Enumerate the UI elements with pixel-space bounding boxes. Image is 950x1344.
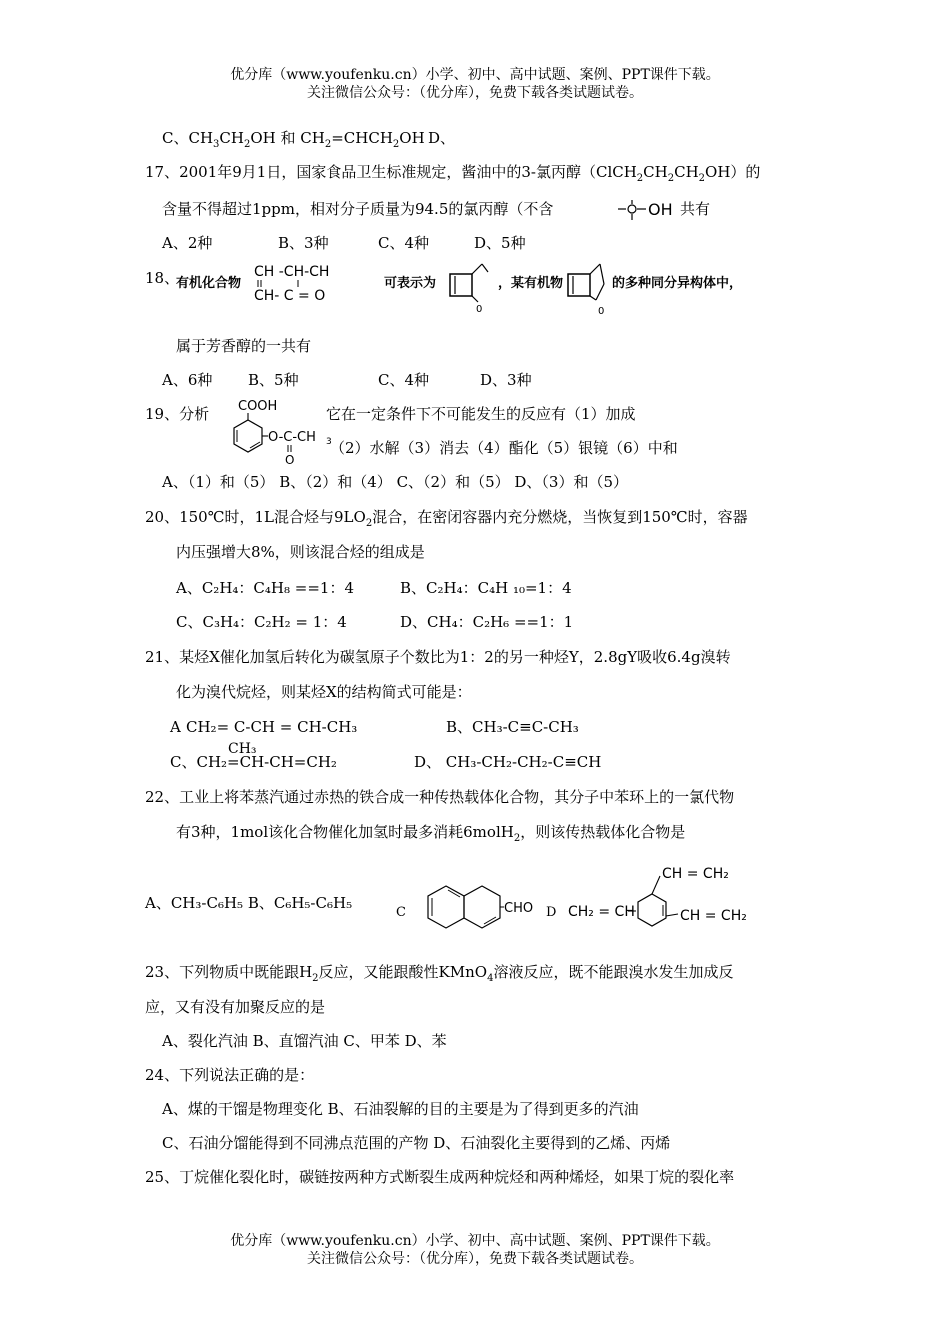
q20-option-b: B、C₂H₄：C₄H ₁₀=1：4 (400, 579, 572, 597)
svg-text:0: 0 (598, 306, 605, 317)
q22-line-1: 22、工业上将苯蒸汽通过赤热的铁合成一种传热载体化合物，其分子中苯环上的一氯代物 (145, 788, 735, 806)
q18-option-a: A、6种 (162, 371, 213, 389)
footer-line-1: 优分库（www.youfenku.cn）小学、初中、高中试题、案例、PPT课件下载。 (230, 1233, 720, 1249)
svg-text:CH -CH-CH: CH -CH-CH (254, 264, 330, 280)
q21-option-d: D、 CH₃-CH₂-CH₂-C≡CH (414, 753, 602, 771)
q23-line-2: 应，又有没有加聚反应的是 (145, 998, 326, 1016)
q21-option-a-structure: CH₂= C-CH = CH-CH₃ (186, 718, 358, 736)
q21-option-a-substituent: CH₃ (228, 741, 257, 757)
q18-ring-structure-1 (446, 258, 496, 314)
svg-text:CH = CH₂: CH = CH₂ (662, 866, 729, 882)
q18-text-3: ，某有机物 (498, 276, 564, 291)
svg-text:3: 3 (326, 437, 332, 447)
q23-line-1: 23、下列物质中既能跟$H_2$反应，又能跟酸性KMnO$_4$溶液反应，既不能跟溴水发生加成反 (145, 963, 734, 984)
q18-text-4: 的多种同分异构体中， (612, 276, 743, 291)
q23-options: A、裂化汽油 B、直馏汽油 C、甲苯 D、苯 (162, 1032, 447, 1050)
q17-option-a: A、2种 (162, 234, 213, 252)
q19-text-2: （2）水解（3）消去（4）酯化（5）银镜（6）中和 (330, 439, 678, 457)
c-oh-structure (616, 196, 676, 224)
q20-line-1: 20、150℃时，1L混合烃与$9LO_2$混合，在密闭容器内充分燃烧，当恢复到150℃时，容器 (145, 508, 748, 529)
q21-option-b: B、CH₃-C≡C-CH₃ (446, 718, 579, 736)
q18-chain-structure (252, 260, 382, 308)
q18-line-2: 属于芳香醇的一共有 (176, 337, 312, 355)
q17-line-2: 含量不得超过1ppm，相对分子质量为94.5的氯丙醇（不含 (162, 200, 554, 218)
svg-text:CHO: CHO (504, 901, 534, 916)
q21-line-2: 化为溴代烷烃，则某烃X的结构简式可能是： (176, 683, 472, 701)
svg-text:CH₂ = CH: CH₂ = CH (568, 904, 635, 920)
q20-option-c: C、C₃H₄：C₂H₂ = 1：4 (176, 613, 347, 631)
q19-options: A、（1）和（5） B、（2）和（4） C、（2）和（5） D、（3）和（5） (162, 473, 629, 491)
footer-line-2: 关注微信公众号：（优分库），免费下载各类试题试卷。 (307, 1251, 643, 1267)
q18-option-c: C、4种 (378, 371, 430, 389)
q22-line-2: 有3种，1mol该化合物催化加氢时最多消耗6molH$_2$，则该传热载体化合物是 (176, 823, 686, 844)
q24-line-1: 24、下列说法正确的是： (145, 1066, 315, 1084)
q17-option-b: B、3种 (278, 234, 329, 252)
divinylstyrene-structure (566, 858, 756, 930)
q20-option-d: D、CH₄：C₂H₆ ==1：1 (400, 613, 574, 631)
q17-option-c: C、4种 (378, 234, 430, 252)
svg-text:O-C-CH: O-C-CH (268, 430, 316, 445)
q16-option-d: D、 (428, 129, 456, 147)
q21-option-c: C、CH₂=CH-CH=CH₂ (170, 753, 337, 771)
q19-text-1: 它在一定条件下不可能发生的反应有（1）加成 (326, 405, 636, 423)
q18-ring-structure-2 (564, 258, 614, 318)
q22-option-d-label: D (546, 905, 557, 920)
aspirin-structure (222, 396, 334, 468)
q18-option-b: B、5种 (248, 371, 299, 389)
q20-line-2: 内压强增大8%，则该混合烃的组成是 (176, 543, 425, 561)
header-line-1: 优分库（www.youfenku.cn）小学、初中、高中试题、案例、PPT课件下载。 (230, 67, 720, 83)
svg-text:CH- C = O: CH- C = O (254, 288, 326, 304)
q18-text-1: 有机化合物 (176, 276, 242, 291)
q18-number: 18、 (145, 269, 180, 287)
svg-text:0: 0 (476, 304, 483, 314)
q25-line-1: 25、丁烷催化裂化时，碳链按两种方式断裂生成两种烷烃和两种烯烃，如果丁烷的裂化率 (145, 1168, 735, 1186)
q19-number: 19、分析 (145, 405, 210, 423)
svg-text:CH = CH₂: CH = CH₂ (680, 908, 747, 924)
q17-line-2-end: 共有 (680, 200, 711, 218)
q18-text-2: 可表示为 (384, 276, 437, 291)
header-line-2: 关注微信公众号：（优分库），免费下载各类试题试卷。 (307, 85, 643, 101)
q22-option-a-b: A、CH₃-C₆H₅ B、C₆H₅-C₆H₅ (145, 894, 353, 912)
q17-line-1: 17、2001年9月1日，国家食品卫生标准规定，酱油中的3-氯丙醇$(ClCH_2CH_2CH_2OH)$的 (145, 163, 761, 184)
svg-text:COOH: COOH (238, 399, 278, 414)
q18-option-d: D、3种 (480, 371, 532, 389)
svg-text:O: O (285, 453, 295, 467)
svg-text:OH: OH (648, 200, 673, 219)
q20-option-a: A、C₂H₄：C₄H₈ ==1：4 (176, 579, 354, 597)
q22-option-c-label: C (396, 905, 406, 920)
q24-options-ab: A、煤的干馏是物理变化 B、石油裂解的目的主要是为了得到更多的汽油 (162, 1100, 639, 1118)
naphthaldehyde-structure (424, 882, 536, 934)
q21-option-a-label: A (170, 718, 181, 736)
q24-options-cd: C、石油分馏能得到不同沸点范围的产物 D、石油裂化主要得到的乙烯、丙烯 (162, 1134, 671, 1152)
q16-option-c: C、$CH_3CH_2OH$ 和 $CH_2=CHCH_2OH$ (162, 129, 425, 150)
q17-option-d: D、5种 (474, 234, 526, 252)
q21-line-1: 21、某烃X催化加氢后转化为碳氢原子个数比为1：2的另一种烃Y，2.8gY吸收6.4g溴转 (145, 648, 731, 666)
